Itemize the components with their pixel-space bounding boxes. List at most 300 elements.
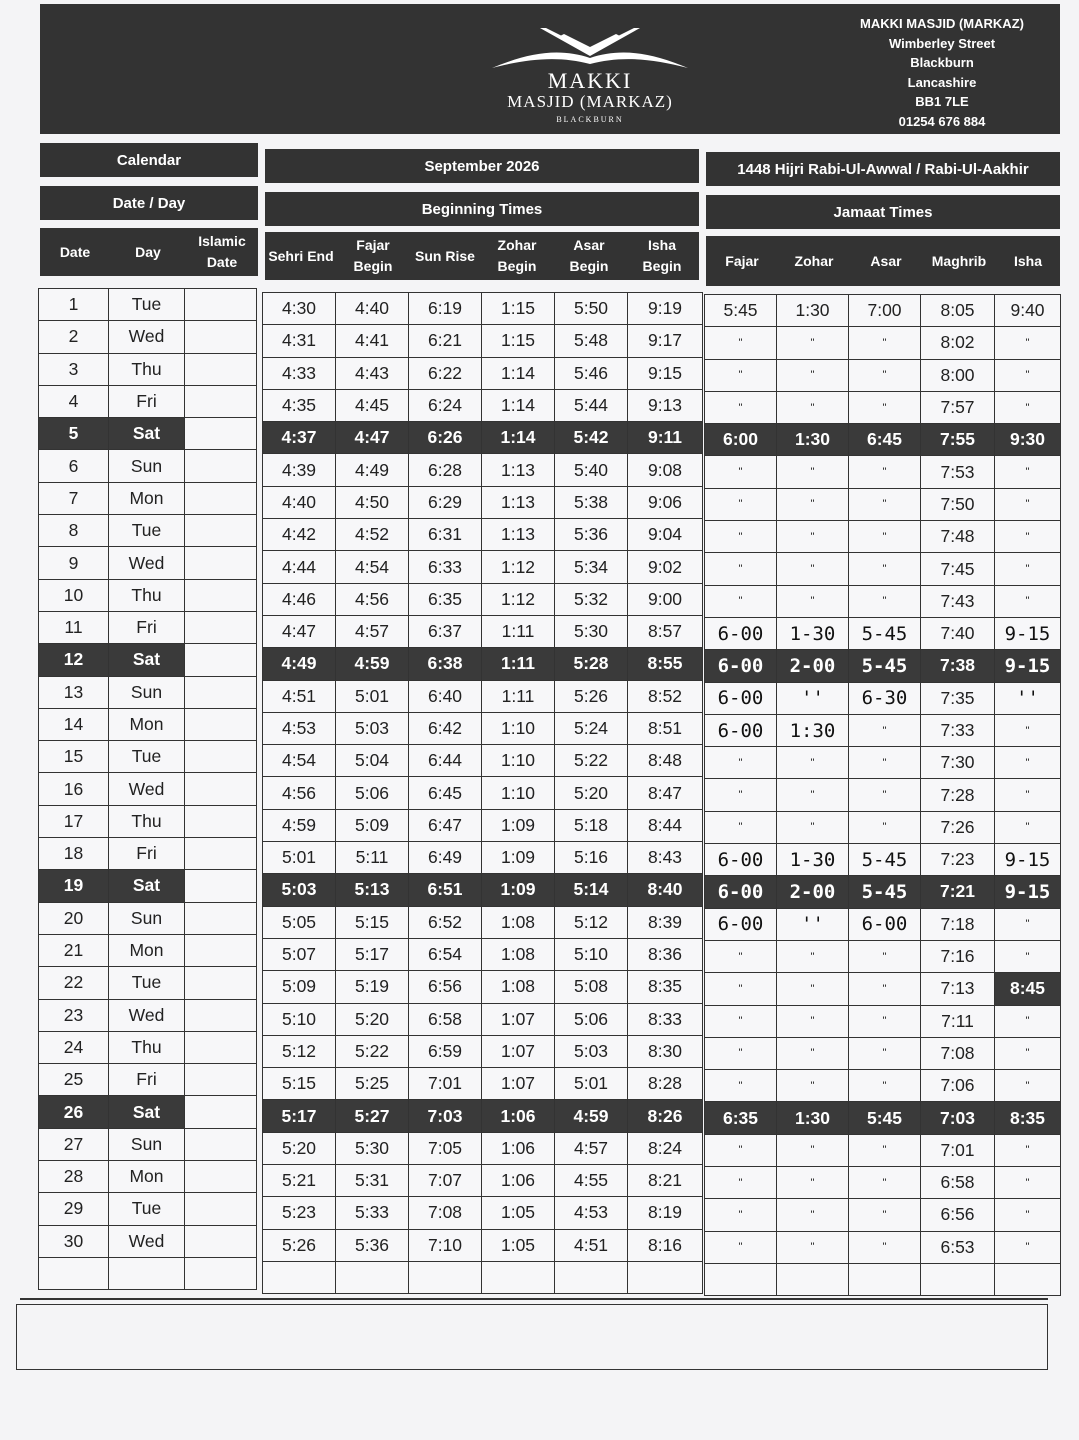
asar-begin-cell: 5:48 (555, 325, 628, 357)
day-cell: Thu (109, 1031, 185, 1063)
sunrise-cell: 6:26 (409, 422, 482, 454)
sehri-end-cell: 5:21 (263, 1165, 336, 1197)
sunrise-cell: 6:31 (409, 519, 482, 551)
table-row (263, 874, 703, 906)
col-header-jamaat-isha: Isha (996, 236, 1060, 286)
empty-cell (263, 1261, 336, 1293)
jamaat-zohar-cell: 1-30 (777, 844, 849, 876)
beginning-times-table (262, 292, 703, 1294)
fajar-begin-cell: 5:15 (336, 906, 409, 938)
table-row (263, 1003, 703, 1035)
sehri-end-cell: 4:40 (263, 486, 336, 518)
date-cell: 1 (39, 289, 109, 321)
jamaat-maghrib-cell: 7:40 (921, 617, 995, 649)
col-header-jamaat-fajar: Fajar (706, 236, 778, 286)
jamaat-fajar-cell: " (705, 747, 777, 779)
jamaat-fajar-cell: " (705, 1199, 777, 1231)
zohar-begin-cell: 1:08 (482, 906, 555, 938)
address-line: 01254 676 884 (898, 113, 986, 129)
isha-begin-cell: 8:21 (628, 1165, 703, 1197)
islamic-date-cell (185, 1064, 257, 1096)
jamaat-fajar-cell: " (705, 521, 777, 553)
jamaat-isha-cell: " (995, 908, 1061, 940)
table-row (263, 809, 703, 841)
fajar-begin-cell: 5:17 (336, 938, 409, 970)
zohar-begin-cell: 1:06 (482, 1100, 555, 1132)
isha-begin-cell: 8:57 (628, 615, 703, 647)
fajar-begin-cell: 5:06 (336, 777, 409, 809)
asar-begin-cell: 5:18 (555, 809, 628, 841)
isha-begin-cell: 8:52 (628, 680, 703, 712)
table-row (263, 712, 703, 744)
day-cell: Sun (109, 1128, 185, 1160)
logo-name-line1: MAKKI (547, 68, 633, 93)
asar-begin-cell: 5:32 (555, 583, 628, 615)
table-row (705, 1231, 1061, 1263)
jamaat-asar-cell: 6-30 (849, 682, 921, 714)
isha-begin-cell: 9:08 (628, 454, 703, 486)
table-row (263, 551, 703, 583)
zohar-begin-cell: 1:14 (482, 357, 555, 389)
day-cell: Tue (109, 515, 185, 547)
zohar-begin-cell: 1:11 (482, 680, 555, 712)
day-cell: Fri (109, 1064, 185, 1096)
table-row (263, 325, 703, 357)
jamaat-maghrib-cell: 7:06 (921, 1070, 995, 1102)
sehri-end-cell: 4:46 (263, 583, 336, 615)
table-row (39, 353, 257, 385)
isha-begin-cell: 8:43 (628, 842, 703, 874)
jamaat-fajar-cell: 6-00 (705, 650, 777, 682)
table-row (39, 773, 257, 805)
day-cell: Sun (109, 676, 185, 708)
asar-begin-cell: 5:10 (555, 938, 628, 970)
table-row (705, 424, 1061, 456)
date-cell: 16 (39, 773, 109, 805)
jamaat-asar-cell: " (849, 327, 921, 359)
table-row (705, 1070, 1061, 1102)
jamaat-fajar-cell: " (705, 391, 777, 423)
table-row (705, 1167, 1061, 1199)
address-line: BB1 7LE (915, 94, 969, 109)
table-row (263, 1229, 703, 1261)
table-row (39, 611, 257, 643)
sunrise-cell: 7:03 (409, 1100, 482, 1132)
islamic-date-cell (185, 321, 257, 353)
col-header-jamaat-asar: Asar (850, 236, 922, 286)
col-header-fajar-begin (337, 232, 409, 280)
fajar-begin-cell: 4:45 (336, 389, 409, 421)
date-cell: 17 (39, 805, 109, 837)
jamaat-maghrib-cell: 7:43 (921, 585, 995, 617)
table-row (263, 519, 703, 551)
table-row (705, 779, 1061, 811)
fajar-begin-cell: 5:30 (336, 1132, 409, 1164)
table-row (263, 1100, 703, 1132)
islamic-date-cell (185, 967, 257, 999)
isha-begin-cell: 8:19 (628, 1197, 703, 1229)
table-row (39, 934, 257, 966)
jamaat-isha-cell: " (995, 359, 1061, 391)
day-cell: Wed (109, 999, 185, 1031)
jamaat-zohar-cell: " (777, 1037, 849, 1069)
jamaat-zohar-cell: " (777, 488, 849, 520)
jamaat-asar-cell: 7:00 (849, 295, 921, 327)
asar-begin-cell: 5:36 (555, 519, 628, 551)
header-line: Begin (497, 258, 537, 274)
header-line: Begin (353, 258, 393, 274)
sunrise-cell: 6:24 (409, 389, 482, 421)
sunrise-cell: 7:01 (409, 1068, 482, 1100)
sehri-end-cell: 5:12 (263, 1035, 336, 1067)
jamaat-isha-cell: " (995, 585, 1061, 617)
date-cell: 19 (39, 870, 109, 902)
header-line: Fajar (356, 237, 390, 253)
logo-name-line2: MASJID (MARKAZ) (507, 92, 673, 111)
jamaat-isha-cell: 9:30 (995, 424, 1061, 456)
address-line: Wimberley Street (888, 35, 996, 51)
sehri-end-cell: 4:30 (263, 293, 336, 325)
jamaat-asar-cell: " (849, 811, 921, 843)
asar-begin-cell: 5:42 (555, 422, 628, 454)
notes-box (16, 1304, 1048, 1370)
sunrise-cell: 6:54 (409, 938, 482, 970)
islamic-date-cell (185, 708, 257, 740)
zohar-begin-cell: 1:09 (482, 842, 555, 874)
table-row (705, 811, 1061, 843)
jamaat-asar-cell: 5-45 (849, 650, 921, 682)
table-row (705, 714, 1061, 746)
jamaat-zohar-cell: " (777, 553, 849, 585)
fajar-begin-cell: 4:40 (336, 293, 409, 325)
jamaat-fajar-cell: " (705, 973, 777, 1005)
jamaat-isha-cell: " (995, 1070, 1061, 1102)
islamic-date-cell (185, 418, 257, 450)
jamaat-zohar-cell: " (777, 359, 849, 391)
asar-begin-cell: 5:40 (555, 454, 628, 486)
jamaat-isha-cell: 8:35 (995, 1102, 1061, 1134)
sehri-end-cell: 5:15 (263, 1068, 336, 1100)
jamaat-times-bar: Jamaat Times (706, 195, 1060, 229)
isha-begin-cell: 9:19 (628, 293, 703, 325)
col-header-asar-begin (553, 232, 625, 280)
address-line: Lancashire (907, 74, 977, 90)
day-cell: Mon (109, 482, 185, 514)
jamaat-asar-cell: " (849, 1199, 921, 1231)
jamaat-zohar-cell: 1:30 (777, 424, 849, 456)
table-row (705, 682, 1061, 714)
table-row (39, 515, 257, 547)
jamaat-isha-cell: " (995, 391, 1061, 423)
isha-begin-cell: 8:51 (628, 712, 703, 744)
jamaat-isha-cell: " (995, 779, 1061, 811)
jamaat-fajar-cell: " (705, 327, 777, 359)
header-line: Date (206, 254, 238, 270)
asar-begin-cell: 5:01 (555, 1068, 628, 1100)
jamaat-fajar-cell: " (705, 1005, 777, 1037)
sunrise-cell: 6:44 (409, 745, 482, 777)
jamaat-fajar-cell: " (705, 811, 777, 843)
isha-begin-cell: 8:48 (628, 745, 703, 777)
sehri-end-cell: 4:37 (263, 422, 336, 454)
day-cell: Sat (109, 418, 185, 450)
sehri-end-cell: 4:31 (263, 325, 336, 357)
empty-cell (409, 1261, 482, 1293)
day-cell: Sat (109, 1096, 185, 1128)
jamaat-asar-cell: 5-45 (849, 617, 921, 649)
date-cell: 20 (39, 902, 109, 934)
table-row (39, 1128, 257, 1160)
table-row (39, 708, 257, 740)
jamaat-isha-cell: " (995, 456, 1061, 488)
sunrise-cell: 7:08 (409, 1197, 482, 1229)
table-row (39, 547, 257, 579)
jamaat-zohar-cell: " (777, 391, 849, 423)
col-header-jamaat-zohar: Zohar (778, 236, 850, 286)
jamaat-asar-cell: 5-45 (849, 876, 921, 908)
zohar-begin-cell: 1:07 (482, 1068, 555, 1100)
table-row (705, 295, 1061, 327)
jamaat-zohar-cell: 1-30 (777, 617, 849, 649)
islamic-date-cell (185, 1128, 257, 1160)
sunrise-cell: 6:58 (409, 1003, 482, 1035)
table-row (39, 870, 257, 902)
table-row (263, 938, 703, 970)
zohar-begin-cell: 1:05 (482, 1197, 555, 1229)
jamaat-maghrib-cell: 7:13 (921, 973, 995, 1005)
isha-begin-cell: 8:36 (628, 938, 703, 970)
zohar-begin-cell: 1:06 (482, 1165, 555, 1197)
jamaat-fajar-cell: " (705, 488, 777, 520)
jamaat-asar-cell: " (849, 359, 921, 391)
day-cell: Fri (109, 611, 185, 643)
jamaat-fajar-cell: 6-00 (705, 617, 777, 649)
islamic-date-cell (185, 385, 257, 417)
sunrise-cell: 6:56 (409, 971, 482, 1003)
sehri-end-cell: 4:44 (263, 551, 336, 583)
date-cell: 21 (39, 934, 109, 966)
jamaat-isha-cell: 9-15 (995, 876, 1061, 908)
table-row (705, 1199, 1061, 1231)
zohar-begin-cell: 1:06 (482, 1132, 555, 1164)
table-row (39, 999, 257, 1031)
asar-begin-cell: 5:50 (555, 293, 628, 325)
jamaat-isha-cell: " (995, 1167, 1061, 1199)
sunrise-cell: 6:45 (409, 777, 482, 809)
fajar-begin-cell: 4:49 (336, 454, 409, 486)
jamaat-fajar-cell: 6-00 (705, 844, 777, 876)
date-cell: 29 (39, 1193, 109, 1225)
jamaat-fajar-cell: 6-00 (705, 876, 777, 908)
fajar-begin-cell: 4:57 (336, 615, 409, 647)
jamaat-isha-cell: " (995, 1199, 1061, 1231)
header-line: Asar (573, 237, 605, 253)
table-row (263, 1165, 703, 1197)
table-row (263, 583, 703, 615)
jamaat-isha-cell: " (995, 714, 1061, 746)
date-cell: 13 (39, 676, 109, 708)
month-bar: September 2026 (265, 149, 699, 183)
fajar-begin-cell: 5:01 (336, 680, 409, 712)
table-row (705, 1134, 1061, 1166)
sunrise-cell: 6:35 (409, 583, 482, 615)
table-row (263, 1035, 703, 1067)
islamic-date-cell (185, 450, 257, 482)
day-cell: Mon (109, 934, 185, 966)
day-cell: Wed (109, 773, 185, 805)
jamaat-zohar-cell: " (777, 747, 849, 779)
asar-begin-cell: 5:46 (555, 357, 628, 389)
islamic-date-cell (185, 579, 257, 611)
date-cell: 11 (39, 611, 109, 643)
asar-begin-cell: 5:44 (555, 389, 628, 421)
day-cell: Thu (109, 805, 185, 837)
jamaat-fajar-cell: 6-00 (705, 908, 777, 940)
jamaat-maghrib-cell: 7:48 (921, 521, 995, 553)
jamaat-asar-cell: 6:45 (849, 424, 921, 456)
date-cell: 2 (39, 321, 109, 353)
asar-begin-cell: 5:08 (555, 971, 628, 1003)
day-cell: Wed (109, 1225, 185, 1257)
empty-row (263, 1261, 703, 1293)
jamaat-maghrib-cell: 7:01 (921, 1134, 995, 1166)
fajar-begin-cell: 5:11 (336, 842, 409, 874)
jamaat-fajar-cell: 6-00 (705, 714, 777, 746)
jamaat-isha-cell: 8:45 (995, 973, 1061, 1005)
sehri-end-cell: 4:54 (263, 745, 336, 777)
empty-cell (336, 1261, 409, 1293)
jamaat-zohar-cell: " (777, 1070, 849, 1102)
header-line: Zohar (497, 237, 537, 253)
jamaat-zohar-cell: " (777, 1134, 849, 1166)
asar-begin-cell: 4:57 (555, 1132, 628, 1164)
jamaat-asar-cell: " (849, 1037, 921, 1069)
asar-begin-cell: 5:06 (555, 1003, 628, 1035)
fajar-begin-cell: 5:03 (336, 712, 409, 744)
jamaat-isha-cell: " (995, 1231, 1061, 1263)
day-cell: Fri (109, 385, 185, 417)
islamic-date-cell (185, 676, 257, 708)
sunrise-cell: 7:10 (409, 1229, 482, 1261)
date-cell: 14 (39, 708, 109, 740)
date-day-table (38, 288, 257, 1290)
jamaat-maghrib-cell: 6:53 (921, 1231, 995, 1263)
sehri-end-cell: 4:33 (263, 357, 336, 389)
fajar-begin-cell: 5:20 (336, 1003, 409, 1035)
jamaat-fajar-cell: " (705, 553, 777, 585)
table-row (39, 418, 257, 450)
table-row (263, 906, 703, 938)
isha-begin-cell: 8:16 (628, 1229, 703, 1261)
logo-name-line3: BLACKBURN (556, 115, 624, 124)
table-row (39, 289, 257, 321)
isha-begin-cell: 9:13 (628, 389, 703, 421)
date-cell: 15 (39, 741, 109, 773)
table-row (705, 747, 1061, 779)
jamaat-fajar-cell: " (705, 779, 777, 811)
table-row (39, 482, 257, 514)
header-line: Begin (569, 258, 609, 274)
fajar-begin-cell: 5:31 (336, 1165, 409, 1197)
jamaat-fajar-cell: " (705, 1134, 777, 1166)
header-line: Islamic (198, 233, 246, 249)
isha-begin-cell: 8:55 (628, 648, 703, 680)
asar-begin-cell: 5:12 (555, 906, 628, 938)
jamaat-zohar-cell: " (777, 521, 849, 553)
col-header-jamaat-maghrib: Maghrib (922, 236, 996, 286)
table-row (39, 450, 257, 482)
jamaat-zohar-cell: " (777, 327, 849, 359)
empty-cell (628, 1261, 703, 1293)
empty-cell (482, 1261, 555, 1293)
sunrise-cell: 7:07 (409, 1165, 482, 1197)
islamic-date-cell (185, 805, 257, 837)
sehri-end-cell: 5:03 (263, 874, 336, 906)
col-header-day: Day (110, 228, 186, 276)
jamaat-maghrib-cell: 7:45 (921, 553, 995, 585)
zohar-begin-cell: 1:07 (482, 1003, 555, 1035)
empty-cell (777, 1263, 849, 1295)
jamaat-maghrib-cell: 7:23 (921, 844, 995, 876)
jamaat-isha-cell: " (995, 1037, 1061, 1069)
islamic-date-cell (185, 1193, 257, 1225)
zohar-begin-cell: 1:14 (482, 422, 555, 454)
zohar-begin-cell: 1:13 (482, 519, 555, 551)
date-cell: 12 (39, 644, 109, 676)
sehri-end-cell: 4:49 (263, 648, 336, 680)
jamaat-isha-cell: 9-15 (995, 617, 1061, 649)
day-cell: Sun (109, 450, 185, 482)
fajar-begin-cell: 5:19 (336, 971, 409, 1003)
table-row (263, 648, 703, 680)
table-row (39, 676, 257, 708)
table-row (39, 838, 257, 870)
empty-cell (921, 1263, 995, 1295)
jamaat-isha-cell: " (995, 488, 1061, 520)
col-header-sehri-end: Sehri End (265, 232, 337, 280)
table-row (263, 422, 703, 454)
jamaat-zohar-cell: 1:30 (777, 295, 849, 327)
isha-begin-cell: 8:28 (628, 1068, 703, 1100)
asar-begin-cell: 4:53 (555, 1197, 628, 1229)
day-cell: Tue (109, 1193, 185, 1225)
asar-begin-cell: 5:28 (555, 648, 628, 680)
islamic-date-cell (185, 547, 257, 579)
fajar-begin-cell: 4:52 (336, 519, 409, 551)
zohar-begin-cell: 1:14 (482, 389, 555, 421)
empty-cell (705, 1263, 777, 1295)
table-row (39, 644, 257, 676)
masjid-address (842, 14, 1042, 131)
islamic-date-cell (185, 773, 257, 805)
asar-begin-cell: 4:59 (555, 1100, 628, 1132)
table-row (39, 967, 257, 999)
sunrise-cell: 6:19 (409, 293, 482, 325)
table-row (263, 293, 703, 325)
jamaat-asar-cell: " (849, 488, 921, 520)
zohar-begin-cell: 1:05 (482, 1229, 555, 1261)
date-cell: 3 (39, 353, 109, 385)
asar-begin-cell: 5:03 (555, 1035, 628, 1067)
table-row (39, 385, 257, 417)
masjid-logo (490, 22, 690, 124)
jamaat-fajar-cell: " (705, 359, 777, 391)
jamaat-isha-cell: " (995, 940, 1061, 972)
zohar-begin-cell: 1:11 (482, 615, 555, 647)
empty-cell (555, 1261, 628, 1293)
zohar-begin-cell: 1:08 (482, 971, 555, 1003)
jamaat-fajar-cell: " (705, 1070, 777, 1102)
